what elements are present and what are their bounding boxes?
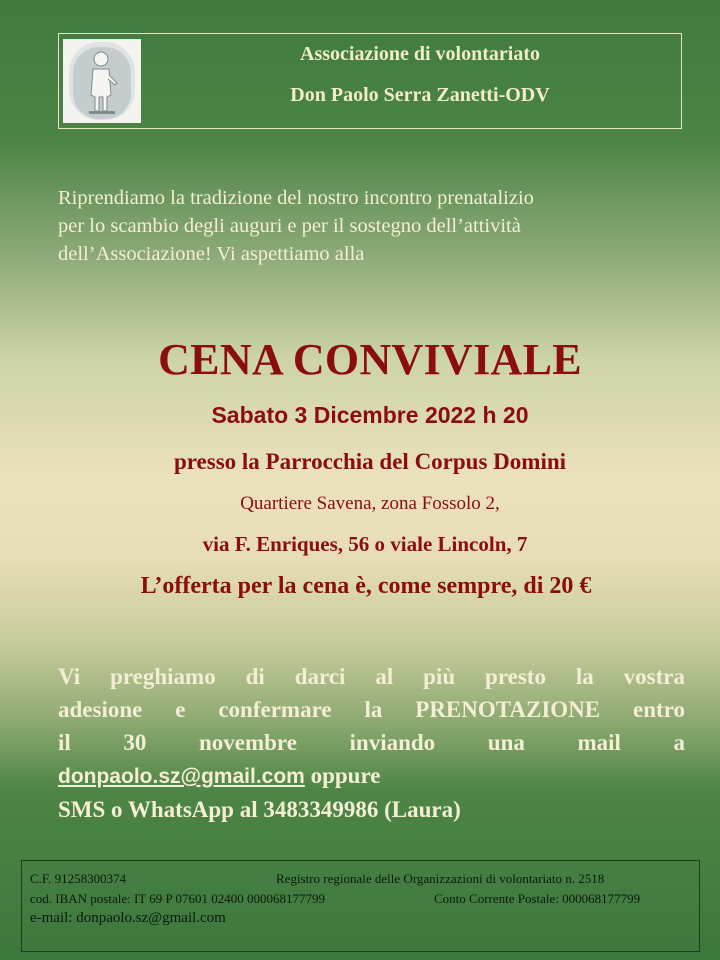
booking-line: Vi preghiamo di darci al più presto la vostra [58,664,685,689]
intro-line: dell’Associazione! Vi aspettiamo alla [58,243,365,265]
event-price: L’offerta per la cena è, come sempre, di 20 € [140,573,592,599]
event-date: Sabato 3 Dicembre 2022 h 20 [211,402,529,428]
event-title: CENA CONVIVIALE [158,335,582,384]
booking-line: il 30 novembre inviando una mail a [58,730,685,755]
footer-registro: Registro regionale delle Organizzazioni di volontariato n. 2518 [276,871,605,886]
booking-paragraph [58,660,685,826]
footer-iban: cod. IBAN postale: IT 69 P 07601 02400 000068177799 [30,891,326,906]
email-link[interactable]: donpaolo.sz@gmail.com [58,765,305,788]
association-type: Associazione di volontariato [300,43,540,65]
intro-paragraph [58,184,684,268]
booking-line: SMS o WhatsApp al 3483349986 (Laura) [58,797,461,822]
event-place: presso la Parrocchia del Corpus Domini [173,449,567,474]
association-name: Don Paolo Serra Zanetti-ODV [290,84,550,106]
booking-email-line [58,759,685,793]
footer-conto: Conto Corrente Postale: 000068177799 [434,891,641,906]
footer-cf: C.F. 91258300374 [30,871,127,886]
priest-figure-icon [63,39,141,123]
footer-email: e-mail: donpaolo.sz@gmail.com [30,910,226,926]
association-header [58,33,682,129]
intro-line: Riprendiamo la tradizione del nostro incontro prenatalizio [58,187,534,209]
booking-oppure: oppure [304,763,381,788]
logo [63,39,141,123]
event-quarter: Quartiere Savena, zona Fossolo 2, [240,493,500,514]
footer-info [21,860,700,952]
event-address: via F. Enriques, 56 o viale Lincoln, 7 [202,532,528,556]
intro-line: per lo scambio degli auguri e per il sostegno dell’attività [58,215,521,237]
booking-line: adesione e confermare la PRENOTAZIONE entro [58,697,685,722]
